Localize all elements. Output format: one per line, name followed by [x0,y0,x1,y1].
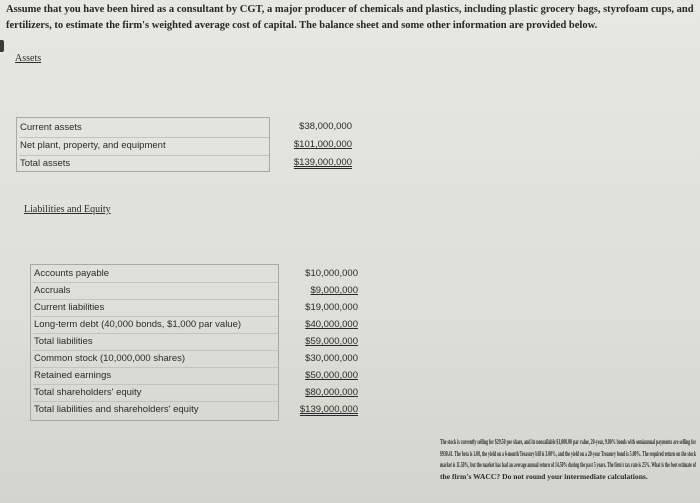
row-label: Common stock (10,000,000 shares) [34,353,186,364]
row-label: Retained earnings [34,370,112,381]
assets-row [19,119,269,138]
row-label: Total assets [20,158,71,169]
assets-value: $139,000,000 [293,157,352,168]
assets-table [16,117,270,172]
row-label: Long-term debt (40,000 bonds, $1,000 par value) [34,319,242,330]
edge-marker [0,40,4,52]
row-label: Total liabilities [34,336,93,347]
liabilities-row [33,350,278,368]
row-label: Current liabilities [34,302,105,313]
problem-line: The stock is currently selling for $29.50 per share, and its noncallable $1,000.00 par value, 20-year, 9.00% bonds with semiannual payments are selling for [440,437,697,446]
liabilities-value: $139,000,000 [299,404,358,415]
problem-paragraph [440,436,696,482]
intro-paragraph [6,2,696,34]
liabilities-row [33,384,278,402]
liabilities-value: $10,000,000 [305,268,358,279]
liabilities-row [33,333,278,351]
row-label: Accruals [34,285,71,296]
assets-row [19,155,269,173]
liabilities-value: $9,000,000 [310,285,358,296]
problem-line: the firm's WACC? Do not round your intermediate calculations. [440,471,648,481]
problem-line: $930.41. The beta is 1.08, the yield on a 6-month Treasury bill is 3.00%, and the yield on a 20-year Treasury bond is 5.00%. The required return on the stock [440,448,696,458]
liabilities-row [33,316,278,334]
row-label: Total shareholders' equity [34,387,142,398]
assets-value: $38,000,000 [299,121,352,132]
liabilities-row [33,299,278,317]
assets-heading: Assets [15,53,42,64]
row-label: Current assets [20,122,82,133]
row-label: Net plant, property, and equipment [20,140,166,151]
problem-line: market is 11.50%, but the market has had an average annual return of 14.50% during the past 5 years. The firm's tax rate is 25%. What is the best estimate of [440,460,696,469]
liabilities-table [30,264,279,421]
liabilities-row [33,265,278,283]
assets-value: $101,000,000 [293,139,352,150]
liabilities-value: $80,000,000 [305,387,358,398]
row-label: Accounts payable [34,268,109,279]
liabilities-row [33,367,278,385]
intro-line: Assume that you have been hired as a consultant by CGT, a major producer of chemicals and plastics, including plastic grocery bags, styrofoam cups, and [6,4,694,15]
liabilities-heading: Liabilities and Equity [24,204,111,215]
assets-row [19,137,269,156]
liabilities-value: $19,000,000 [305,302,358,313]
liabilities-value: $50,000,000 [305,370,358,381]
intro-line: fertilizers, to estimate the firm's weighted average cost of capital. The balance sheet and some other information are provided below. [6,20,598,31]
liabilities-row [33,282,278,300]
liabilities-value: $40,000,000 [305,319,358,330]
liabilities-row [33,401,278,418]
liabilities-value: $30,000,000 [305,353,358,364]
liabilities-value: $59,000,000 [305,336,358,347]
row-label: Total liabilities and shareholders' equity [34,404,199,415]
